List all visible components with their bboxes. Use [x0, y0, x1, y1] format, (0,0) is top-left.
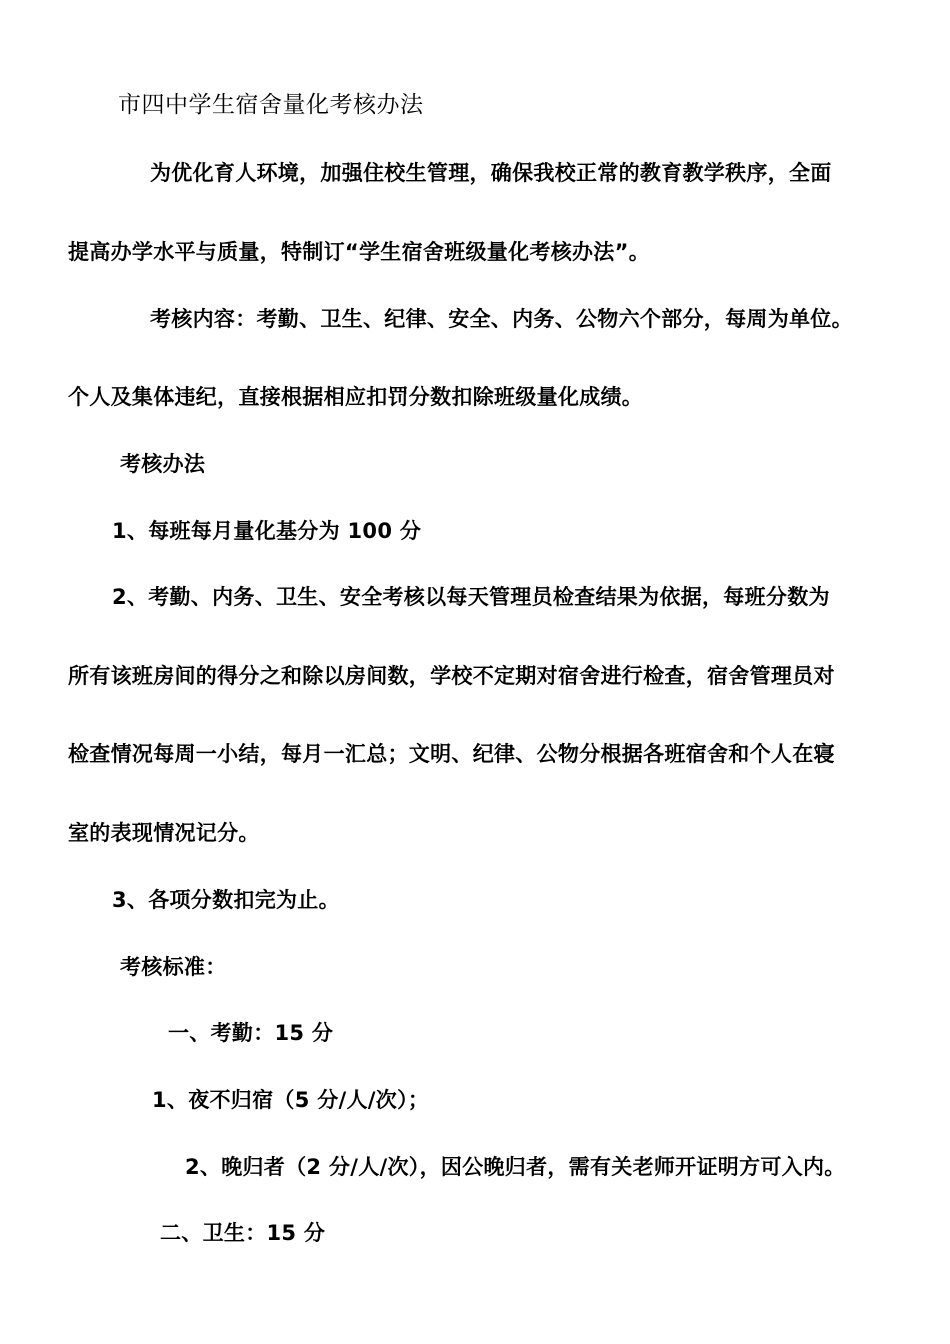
subsection-heading: 一、考勤：15 分 — [168, 1021, 334, 1045]
subsection-heading: 二、卫生：15 分 — [160, 1221, 326, 1245]
paragraph-line: 个人及集体违纪，直接根据相应扣罚分数扣除班级量化成绩。 — [68, 385, 644, 409]
list-item: 2、考勤、内务、卫生、安全考核以每天管理员检查结果为依据，每班分数为 — [112, 585, 830, 609]
paragraph-line: 为优化育人环境，加强住校生管理，确保我校正常的教育教学秩序，全面 — [150, 161, 832, 185]
paragraph-line: 提高办学水平与质量，特制订“学生宿舍班级量化考核办法”。 — [68, 240, 651, 264]
list-item: 3、各项分数扣完为止。 — [112, 888, 340, 912]
list-item: 2、晚归者（2 分/人/次），因公晚归者，需有关老师开证明方可入内。 — [185, 1155, 846, 1179]
document-title: 市四中学生宿舍量化考核办法 — [118, 92, 424, 118]
paragraph-line: 室的表现情况记分。 — [68, 821, 260, 845]
paragraph-line: 考核内容：考勤、卫生、纪律、安全、内务、公物六个部分，每周为单位。 — [150, 307, 853, 331]
paragraph-line: 所有该班房间的得分之和除以房间数，学校不定期对宿舍进行检查，宿舍管理员对 — [68, 664, 835, 688]
list-item: 1、每班每月量化基分为 100 分 — [112, 519, 422, 543]
list-item: 1、夜不归宿（5 分/人/次）； — [152, 1088, 430, 1112]
paragraph-line: 检查情况每周一小结，每月一汇总；文明、纪律、公物分根据各班宿舍和个人在寝 — [68, 742, 835, 766]
section-heading: 考核标准： — [120, 955, 227, 979]
section-heading: 考核办法 — [120, 452, 206, 476]
